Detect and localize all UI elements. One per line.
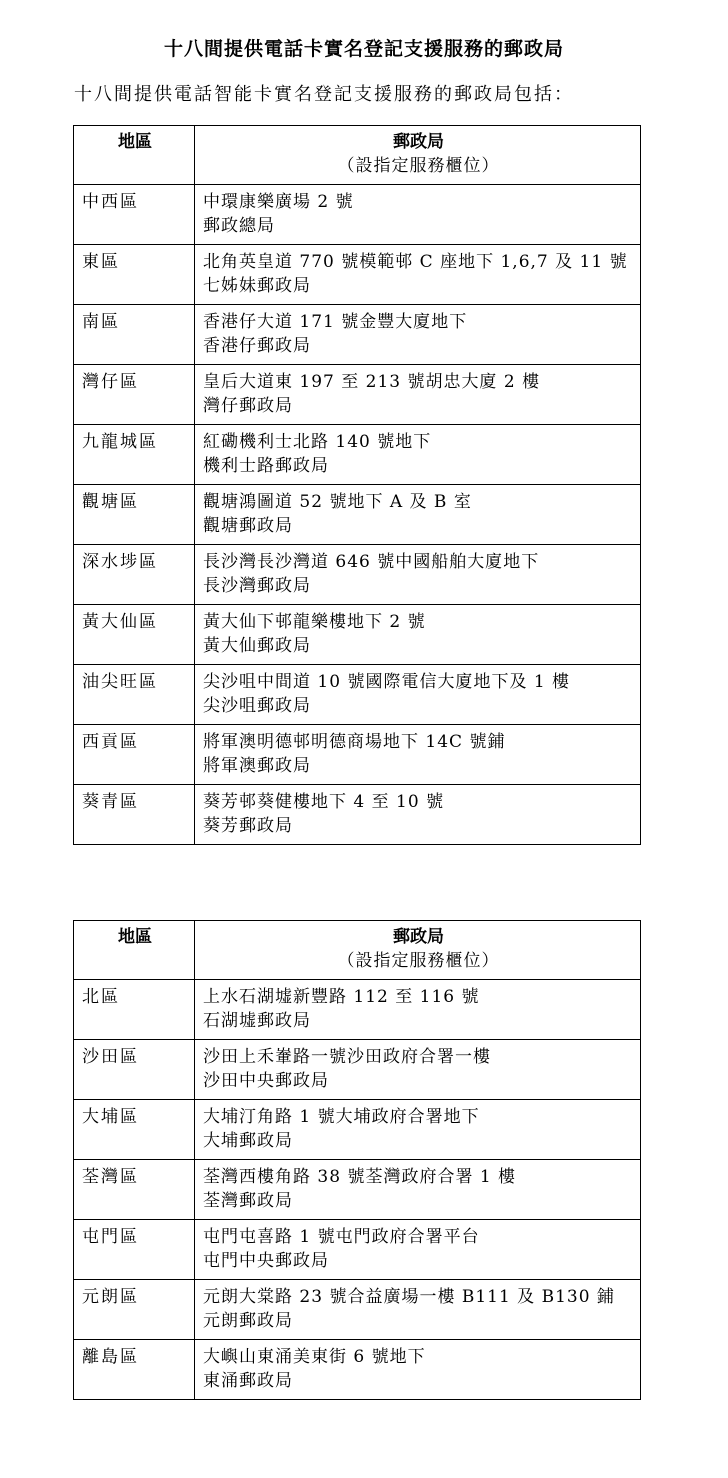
- district-cell: [74, 1280, 195, 1340]
- table-row: [74, 665, 641, 725]
- office-address: 長沙灣長沙灣道 646 號中國船舶大廈地下: [203, 552, 540, 572]
- office-address: 香港仔大道 171 號金豐大廈地下: [203, 312, 468, 332]
- district-name: 大埔區: [82, 1107, 139, 1127]
- office-name: 長沙灣郵政局: [203, 576, 311, 596]
- table-row: [74, 425, 641, 485]
- office-name: 尖沙咀郵政局: [203, 696, 311, 716]
- district-cell: [74, 365, 195, 425]
- table-row: [74, 245, 641, 305]
- office-name: 屯門中央郵政局: [203, 1251, 329, 1271]
- header-office-sublabel: （設指定服務櫃位）: [337, 951, 500, 971]
- office-address: 元朗大棠路 23 號合益廣場一樓 B111 及 B130 鋪: [203, 1287, 615, 1307]
- header-office: [195, 921, 641, 980]
- office-name: 郵政總局: [203, 216, 275, 236]
- office-address: 上水石湖墟新豐路 112 至 116 號: [203, 987, 480, 1007]
- office-cell: [195, 980, 641, 1040]
- district-cell: [74, 980, 195, 1040]
- office-name: 七姊妹郵政局: [203, 276, 311, 296]
- table-row: [74, 605, 641, 665]
- header-district: [74, 921, 195, 980]
- district-cell: [74, 425, 195, 485]
- table-row: [74, 1340, 641, 1400]
- table-row: [74, 365, 641, 425]
- office-address: 荃灣西樓角路 38 號荃灣政府合署 1 樓: [203, 1167, 517, 1187]
- district-cell: [74, 605, 195, 665]
- office-name: 荃灣郵政局: [203, 1191, 293, 1211]
- table-row: [74, 305, 641, 365]
- office-cell: [195, 185, 641, 245]
- post-office-table-1: [73, 125, 641, 845]
- intro-text: 十八間提供電話智能卡實名登記支援服務的郵政局包括：: [74, 84, 574, 105]
- office-address: 黃大仙下邨龍樂樓地下 2 號: [203, 612, 426, 632]
- district-name: 灣仔區: [82, 372, 139, 392]
- office-address: 屯門屯喜路 1 號屯門政府合署平台: [203, 1227, 480, 1247]
- district-name: 元朗區: [82, 1287, 139, 1307]
- header-district-label: 地區: [118, 132, 152, 152]
- district-name: 黃大仙區: [82, 612, 158, 632]
- office-address: 尖沙咀中間道 10 號國際電信大廈地下及 1 樓: [203, 672, 571, 692]
- office-cell: [195, 245, 641, 305]
- header-district: [74, 126, 195, 185]
- district-cell: [74, 1040, 195, 1100]
- office-name: 元朗郵政局: [203, 1311, 293, 1331]
- office-cell: [195, 1220, 641, 1280]
- header-office-sublabel: （設指定服務櫃位）: [337, 156, 500, 176]
- table-header-row: [74, 126, 641, 185]
- district-cell: [74, 185, 195, 245]
- office-address: 將軍澳明德邨明德商場地下 14C 號鋪: [203, 732, 506, 752]
- office-name: 機利士路郵政局: [203, 456, 329, 476]
- office-cell: [195, 665, 641, 725]
- office-cell: [195, 365, 641, 425]
- post-office-table-2: [73, 920, 641, 1400]
- office-cell: [195, 725, 641, 785]
- header-office: [195, 126, 641, 185]
- district-cell: [74, 725, 195, 785]
- office-cell: [195, 605, 641, 665]
- office-name: 灣仔郵政局: [203, 396, 293, 416]
- office-cell: [195, 485, 641, 545]
- office-address: 中環康樂廣場 2 號: [203, 192, 354, 212]
- office-address: 大埔汀角路 1 號大埔政府合署地下: [203, 1107, 480, 1127]
- district-cell: [74, 305, 195, 365]
- district-cell: [74, 1100, 195, 1160]
- office-name: 觀塘郵政局: [203, 516, 293, 536]
- district-name: 離島區: [82, 1347, 139, 1367]
- office-cell: [195, 305, 641, 365]
- office-cell: [195, 1340, 641, 1400]
- district-name: 荃灣區: [82, 1167, 139, 1187]
- office-address: 大嶼山東涌美東街 6 號地下: [203, 1347, 426, 1367]
- office-cell: [195, 425, 641, 485]
- office-cell: [195, 1160, 641, 1220]
- district-name: 觀塘區: [82, 492, 139, 512]
- district-cell: [74, 665, 195, 725]
- office-cell: [195, 785, 641, 845]
- district-cell: [74, 1220, 195, 1280]
- office-name: 黃大仙郵政局: [203, 636, 311, 656]
- table-row: [74, 785, 641, 845]
- district-cell: [74, 245, 195, 305]
- office-name: 沙田中央郵政局: [203, 1071, 329, 1091]
- header-office-label: 郵政局: [393, 927, 444, 947]
- office-address: 沙田上禾輋路一號沙田政府合署一樓: [203, 1047, 491, 1067]
- table-row: [74, 1040, 641, 1100]
- district-name: 西貢區: [82, 732, 139, 752]
- district-name: 屯門區: [82, 1227, 139, 1247]
- district-cell: [74, 785, 195, 845]
- table-row: [74, 185, 641, 245]
- office-cell: [195, 545, 641, 605]
- district-name: 九龍城區: [82, 432, 158, 452]
- office-name: 香港仔郵政局: [203, 336, 311, 356]
- district-name: 東區: [82, 252, 120, 272]
- district-name: 北區: [82, 987, 120, 1007]
- office-name: 葵芳郵政局: [203, 816, 293, 836]
- office-address: 北角英皇道 770 號模範邨 C 座地下 1,6,7 及 11 號: [203, 252, 628, 272]
- office-cell: [195, 1100, 641, 1160]
- table-row: [74, 1100, 641, 1160]
- table-row: [74, 1160, 641, 1220]
- district-cell: [74, 545, 195, 605]
- header-district-label: 地區: [118, 927, 152, 947]
- district-cell: [74, 1160, 195, 1220]
- office-name: 東涌郵政局: [203, 1371, 293, 1391]
- district-name: 深水埗區: [82, 552, 158, 572]
- table-row: [74, 485, 641, 545]
- office-name: 大埔郵政局: [203, 1131, 293, 1151]
- table-header-row: [74, 921, 641, 980]
- table-row: [74, 980, 641, 1040]
- district-name: 沙田區: [82, 1047, 139, 1067]
- district-name: 中西區: [82, 192, 139, 212]
- table-row: [74, 725, 641, 785]
- header-office-label: 郵政局: [393, 132, 444, 152]
- table-row: [74, 545, 641, 605]
- office-address: 觀塘鴻圖道 52 號地下 A 及 B 室: [203, 492, 472, 512]
- office-name: 石湖墟郵政局: [203, 1011, 311, 1031]
- office-cell: [195, 1040, 641, 1100]
- district-name: 葵青區: [82, 792, 139, 812]
- office-address: 紅磡機利士北路 140 號地下: [203, 432, 432, 452]
- office-name: 將軍澳郵政局: [203, 756, 311, 776]
- district-name: 油尖旺區: [82, 672, 158, 692]
- district-name: 南區: [82, 312, 120, 332]
- office-address: 皇后大道東 197 至 213 號胡忠大廈 2 樓: [203, 372, 541, 392]
- table-row: [74, 1220, 641, 1280]
- page-title: 十八間提供電話卡實名登記支援服務的郵政局: [163, 38, 564, 60]
- district-cell: [74, 1340, 195, 1400]
- office-cell: [195, 1280, 641, 1340]
- office-address: 葵芳邨葵健樓地下 4 至 10 號: [203, 792, 445, 812]
- table-row: [74, 1280, 641, 1340]
- district-cell: [74, 485, 195, 545]
